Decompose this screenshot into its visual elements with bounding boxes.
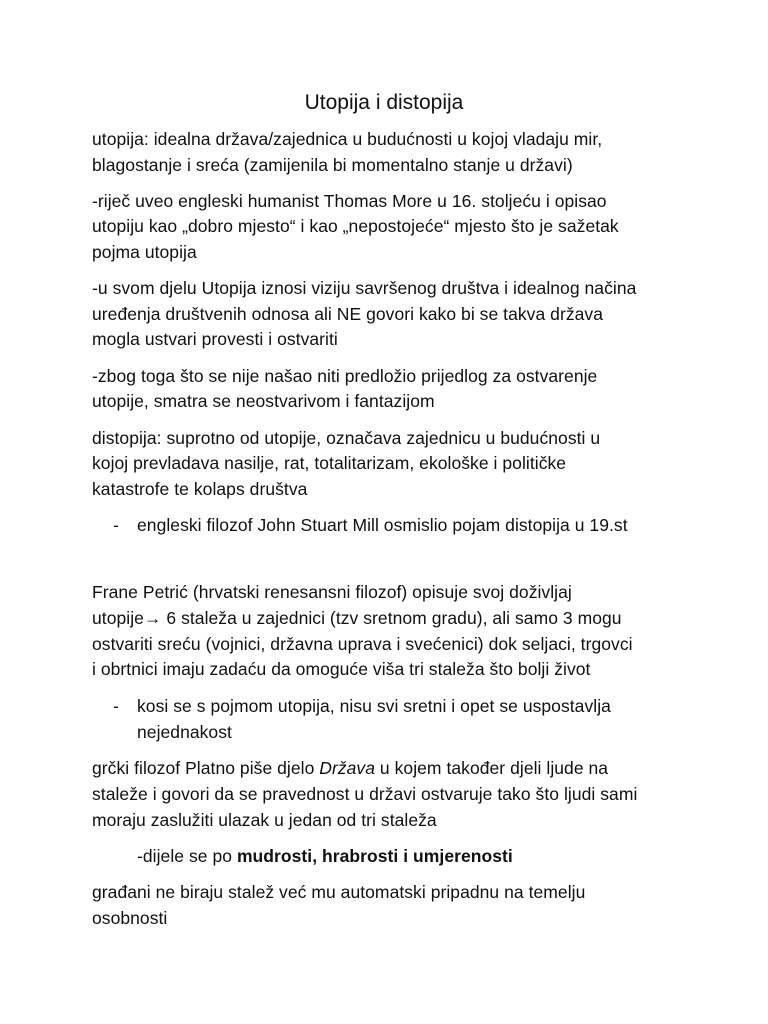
drzava-italic: Država: [319, 758, 376, 778]
bullet-john-stuart-mill: engleski filozof John Stuart Mill osmislio pojam distopija u 19.st: [137, 515, 628, 535]
paragraph-utopija-djelo-line-3: mogla ustvari provesti i ostvariti: [92, 329, 338, 349]
paragraph-neostvariva-line-1: -zbog toga što se nije našao niti predložio prijedlog za ostvarenje: [92, 366, 598, 386]
paragraph-utopija-line-2: blagostanje i sreća (zamijenila bi momentalno stanje u državi): [92, 155, 573, 175]
paragraph-vrline: [137, 844, 513, 868]
paragraph-distopija-line-3: katastrofe te kolaps društva: [92, 479, 308, 499]
paragraph-frane-petric-line-1: Frane Petrić (hrvatski renesansni filozof) opisuje svoj doživljaj: [92, 582, 572, 602]
paragraph-utopija-djelo-line-1: -u svom djelu Utopija iznosi viziju savršenog društva i idealnog načina: [92, 278, 637, 298]
platon-text-post: u kojem također djeli ljude na: [375, 758, 609, 778]
paragraph-gradani-line-1: građani ne biraju stalež već mu automatski pripadnu na temelju: [92, 882, 586, 902]
vrline-text-pre: -dijele se po: [137, 846, 237, 866]
paragraph-frane-petric-line-2: utopije→ 6 staleža u zajednici (tzv sretnom gradu), ali samo 3 mogu: [92, 608, 622, 628]
paragraph-thomas-more-line-1: -riječ uveo engleski humanist Thomas More u 16. stoljeću i opisao: [92, 191, 607, 211]
paragraph-distopija-line-1: distopija: suprotno od utopije, označava zajednicu u budućnosti u: [92, 428, 601, 448]
paragraph-distopija-line-2: kojoj prevladava nasilje, rat, totalitarizam, ekološke i političke: [92, 453, 567, 473]
paragraph-platon-line-2: staleže i govori da se pravednost u državi ostvaruje tako što ljudi sami: [92, 784, 638, 804]
paragraph-thomas-more-line-3: pojma utopija: [92, 242, 197, 262]
paragraph-neostvariva-line-2: utopije, smatra se neostvarivom i fantazijom: [92, 391, 435, 411]
vrline-bold: mudrosti, hrabrosti i umjerenosti: [236, 846, 513, 866]
bullet-nejednakost-line-2: nejednakost: [137, 722, 232, 742]
paragraph-thomas-more-line-2: utopiju kao „dobro mjesto“ i kao „nepostojeće“ mjesto što je sažetak: [92, 216, 619, 236]
paragraph-frane-petric-line-3: ostvariti sreću (vojnici, državna uprava i svećenici) dok seljaci, trgovci: [92, 634, 633, 654]
paragraph-utopija-line-1: utopija: idealna država/zajednica u budućnosti u kojoj vladaju mir,: [92, 129, 603, 149]
paragraph-platon-line-3: moraju zaslužiti ulazak u jedan od tri staleža: [92, 810, 437, 830]
platon-text-pre: grčki filozof Platno piše djelo: [92, 758, 320, 778]
bullet-dash: -: [113, 515, 119, 535]
bullet-dash: -: [113, 696, 119, 716]
bullet-nejednakost-line-1: kosi se s pojmom utopija, nisu svi sretni i opet se uspostavlja: [137, 696, 611, 716]
paragraph-frane-petric-line-4: i obrtnici imaju zadaću da omoguće viša tri staleža što bolji život: [92, 659, 591, 679]
document-title: Utopija i distopija: [304, 91, 464, 114]
paragraph-utopija-djelo-line-2: uređenja društvenih odnosa ali NE govori kako bi se takva država: [92, 304, 603, 324]
paragraph-platon-line-1: [92, 756, 608, 780]
paragraph-gradani-line-2: osobnosti: [92, 908, 168, 928]
